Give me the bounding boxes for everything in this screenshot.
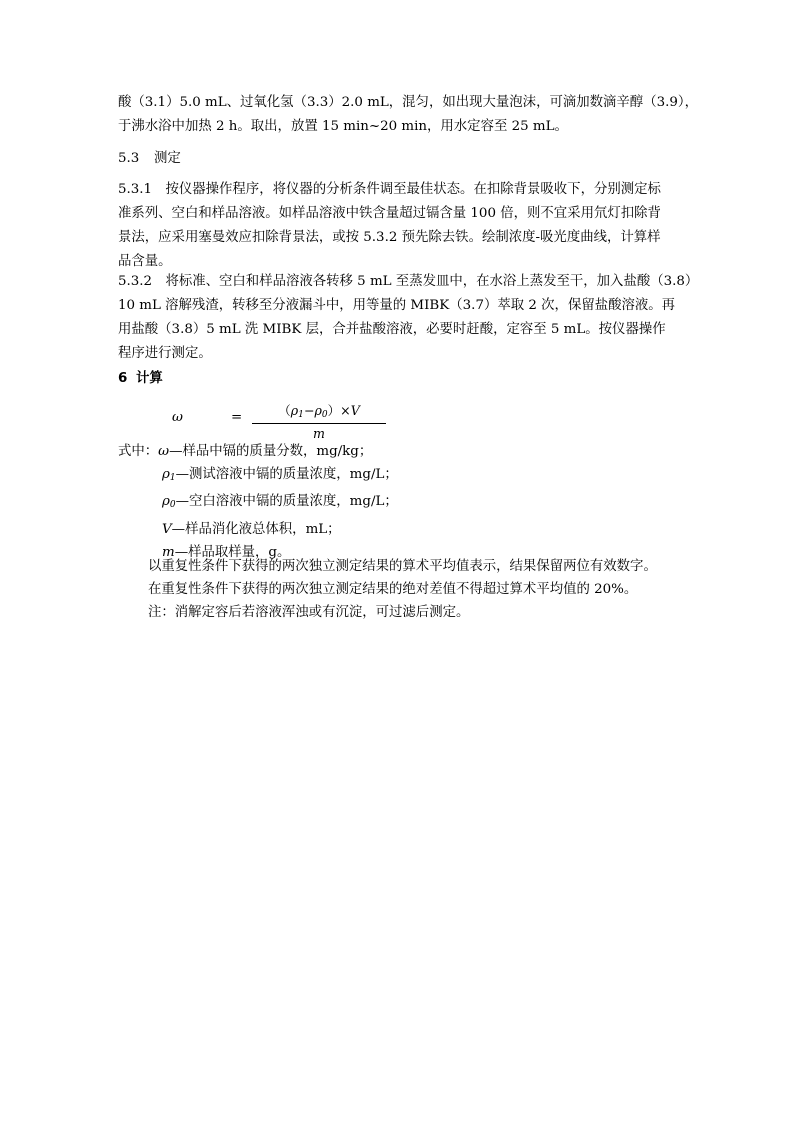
section-6-heading bbox=[118, 367, 163, 391]
intro-line-1: 酸（3.1）5.0 mL、过氧化氢（3.3）2.0 mL，混匀，如出现大量泡沫，可滴加数滴辛醇（3.9）， bbox=[118, 95, 698, 110]
filtration-note: 注：消解定容后若溶液浑浊或有沉淀，可过滤后测定。 bbox=[148, 604, 470, 620]
var-rho1-desc: —测试溶液中镉的质量浓度，mg/L； bbox=[175, 467, 398, 483]
formula-sub0: 0 bbox=[321, 410, 328, 420]
formula-sub1: 1 bbox=[298, 410, 304, 420]
result-notes bbox=[148, 556, 657, 624]
var-V-row bbox=[118, 518, 398, 541]
para-5-3-1-line-2: 准系列、空白和样品溶液。如样品溶液中铁含量超过镉含量 100 倍，则不宜采用氘灯扣除背 bbox=[118, 206, 661, 221]
variable-definitions bbox=[118, 440, 398, 564]
formula-open-paren: （ bbox=[278, 403, 291, 418]
paragraph-5-3-1 bbox=[118, 178, 678, 274]
para-5-3-1-line-1: 5.3.1 按仪器操作程序，将仪器的分析条件调至最佳状态。在扣除背景吸收下，分别测定标 bbox=[118, 182, 661, 197]
formula-minus: − bbox=[303, 403, 315, 418]
formula-denominator: m bbox=[313, 426, 325, 441]
formula-rho1: ρ bbox=[290, 403, 299, 418]
var-m-desc: —样品取样量，g。 bbox=[174, 544, 291, 560]
intro-line-2: 于沸水浴中加热 2 h。取出，放置 15 min~20 min，用水定容至 25 mL。 bbox=[118, 119, 568, 134]
var-rho0-sub: 0 bbox=[169, 500, 176, 511]
formula-numerator bbox=[252, 400, 386, 420]
formula-close-times: ）× bbox=[327, 403, 351, 418]
section-6-title: 计算 bbox=[136, 371, 163, 386]
formula-volume: V bbox=[350, 403, 360, 418]
para-5-3-1-line-3: 景法，应采用塞曼效应扣除背景法，或按 5.3.2 预先除去铁。绘制浓度-吸光度曲线，计算样 bbox=[118, 230, 661, 245]
var-prefix: 式中： bbox=[118, 444, 159, 459]
formula-rho0: ρ bbox=[314, 403, 322, 418]
var-V-desc: —样品消化液总体积，mL； bbox=[171, 521, 341, 537]
var-V-symbol: V bbox=[162, 521, 172, 537]
var-rho1-row bbox=[118, 463, 398, 490]
result-expression-note: 以重复性条件下获得的两次独立测定结果的算术平均值表示，结果保留两位有效数字。 bbox=[148, 559, 657, 574]
var-rho0-symbol: ρ bbox=[162, 494, 170, 510]
formula-equals: = bbox=[231, 410, 243, 425]
var-omega-symbol: ω bbox=[158, 444, 170, 459]
var-rho0-row bbox=[118, 490, 398, 517]
calculation-formula bbox=[0, 393, 793, 443]
var-rho0-desc: —空白溶液中镉的质量浓度，mg/L； bbox=[175, 494, 398, 510]
para-5-3-2-line-1: 5.3.2 将标准、空白和样品溶液各转移 5 mL 至蒸发皿中，在水浴上蒸发至干，加入盐酸（3.8） bbox=[118, 274, 699, 289]
paragraph-5-3-2 bbox=[118, 270, 699, 366]
var-m-symbol: m bbox=[162, 544, 175, 560]
formula-lhs: ω bbox=[172, 410, 183, 425]
para-5-3-2-line-4: 程序进行测定。 bbox=[118, 346, 212, 361]
section-6-number: 6 bbox=[118, 371, 128, 386]
var-omega-row bbox=[118, 440, 398, 463]
repeatability-note: 在重复性条件下获得的两次独立测定结果的绝对差值不得超过算术平均值的 20%。 bbox=[148, 581, 638, 597]
para-5-3-2-line-3: 用盐酸（3.8）5 mL 洗 MIBK 层，合并盐酸溶液，必要时赶酸，定容至 5 mL。按仪器操作 bbox=[118, 322, 666, 337]
var-rho1-symbol: ρ bbox=[162, 467, 170, 483]
var-rho1-sub: 1 bbox=[169, 473, 176, 484]
section-5-3-heading bbox=[118, 147, 181, 171]
var-omega-desc: —样品中镉的质量分数，mg/kg； bbox=[169, 444, 373, 459]
para-5-3-1-line-4: 品含量。 bbox=[118, 254, 172, 269]
section-5-3-number: 5.3 bbox=[118, 151, 140, 166]
intro-paragraph bbox=[118, 91, 698, 139]
fraction-bar bbox=[252, 423, 386, 424]
section-5-3-title: 测定 bbox=[154, 151, 181, 166]
para-5-3-2-line-2: 10 mL 溶解残渣，转移至分液漏斗中，用等量的 MIBK（3.7）萃取 2 次，保留盐酸溶液。再 bbox=[118, 298, 676, 313]
